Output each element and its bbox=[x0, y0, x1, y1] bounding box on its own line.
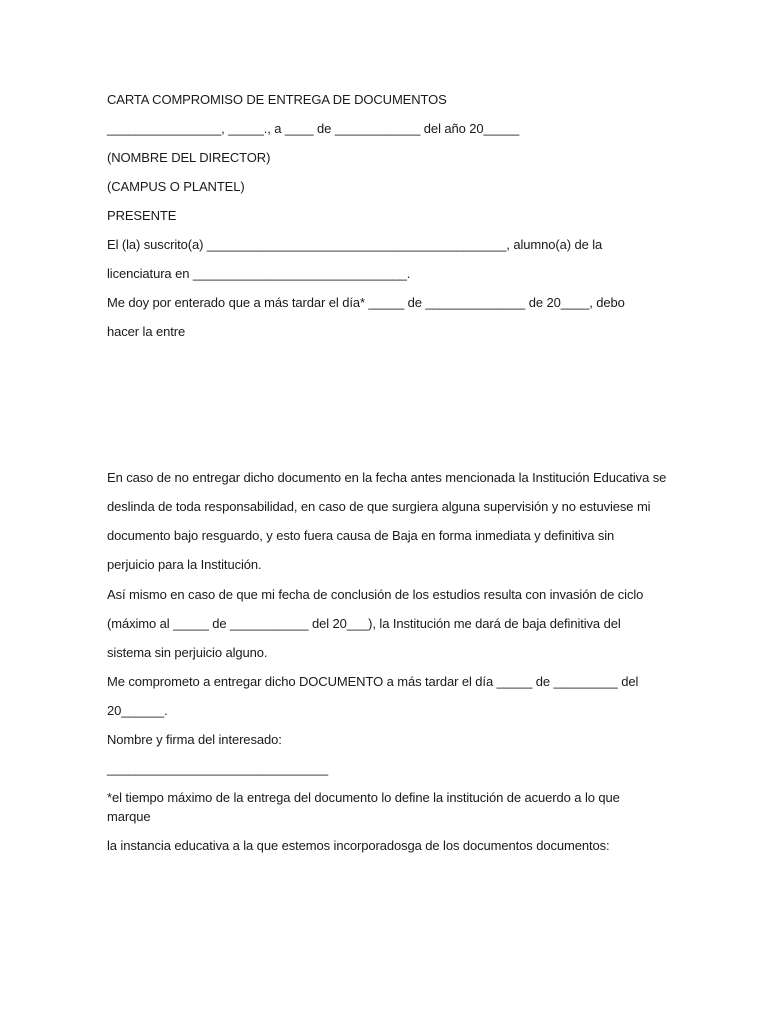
paragraph-3-line-2: 20______. bbox=[107, 703, 168, 718]
presente-heading: PRESENTE bbox=[107, 208, 177, 223]
paragraph-2-line-3: sistema sin perjuicio alguno. bbox=[107, 645, 268, 660]
director-name-placeholder: (NOMBRE DEL DIRECTOR) bbox=[107, 150, 271, 165]
paragraph-1-line-2: deslinda de toda responsabilidad, en caso de que surgiera alguna supervisión y no estuviese mi bbox=[107, 499, 651, 514]
body-line-2: licenciatura en ______________________________. bbox=[107, 266, 411, 281]
footnote-line-3: la instancia educativa a la que estemos incorporadosga de los documentos documentos: bbox=[107, 838, 610, 853]
body-line-3: Me doy por enterado que a más tardar el día* _____ de ______________ de 20____, debo bbox=[107, 295, 625, 310]
paragraph-1-line-3: documento bajo resguardo, y esto fuera causa de Baja en forma inmediata y definitiva sin bbox=[107, 528, 615, 543]
document-title: CARTA COMPROMISO DE ENTREGA DE DOCUMENTOS bbox=[107, 92, 447, 107]
body-line-1: El (la) suscrito(a) __________________________________________, alumno(a) de la bbox=[107, 237, 603, 252]
paragraph-1-line-1: En caso de no entregar dicho documento en la fecha antes mencionada la Institución Educativa se bbox=[107, 470, 667, 485]
body-line-4: hacer la entre bbox=[107, 324, 186, 339]
signature-line: _______________________________ bbox=[107, 761, 329, 776]
footnote-line-2: marque bbox=[107, 809, 151, 824]
paragraph-2-line-1: Así mismo en caso de que mi fecha de conclusión de los estudios resulta con invasión de ciclo bbox=[107, 587, 644, 602]
campus-placeholder: (CAMPUS O PLANTEL) bbox=[107, 179, 245, 194]
signature-label: Nombre y firma del interesado: bbox=[107, 732, 282, 747]
paragraph-2-line-2: (máximo al _____ de ___________ del 20___), la Institución me dará de baja definitiva del bbox=[107, 616, 621, 631]
place-date-line: ________________, _____., a ____ de ____________ del año 20_____ bbox=[107, 121, 520, 136]
footnote-line-1: *el tiempo máximo de la entrega del documento lo define la institución de acuerdo a lo que bbox=[107, 790, 620, 805]
paragraph-3-line-1: Me comprometo a entregar dicho DOCUMENTO a más tardar el día _____ de _________ del bbox=[107, 674, 639, 689]
paragraph-1-line-4: perjuicio para la Institución. bbox=[107, 557, 262, 572]
